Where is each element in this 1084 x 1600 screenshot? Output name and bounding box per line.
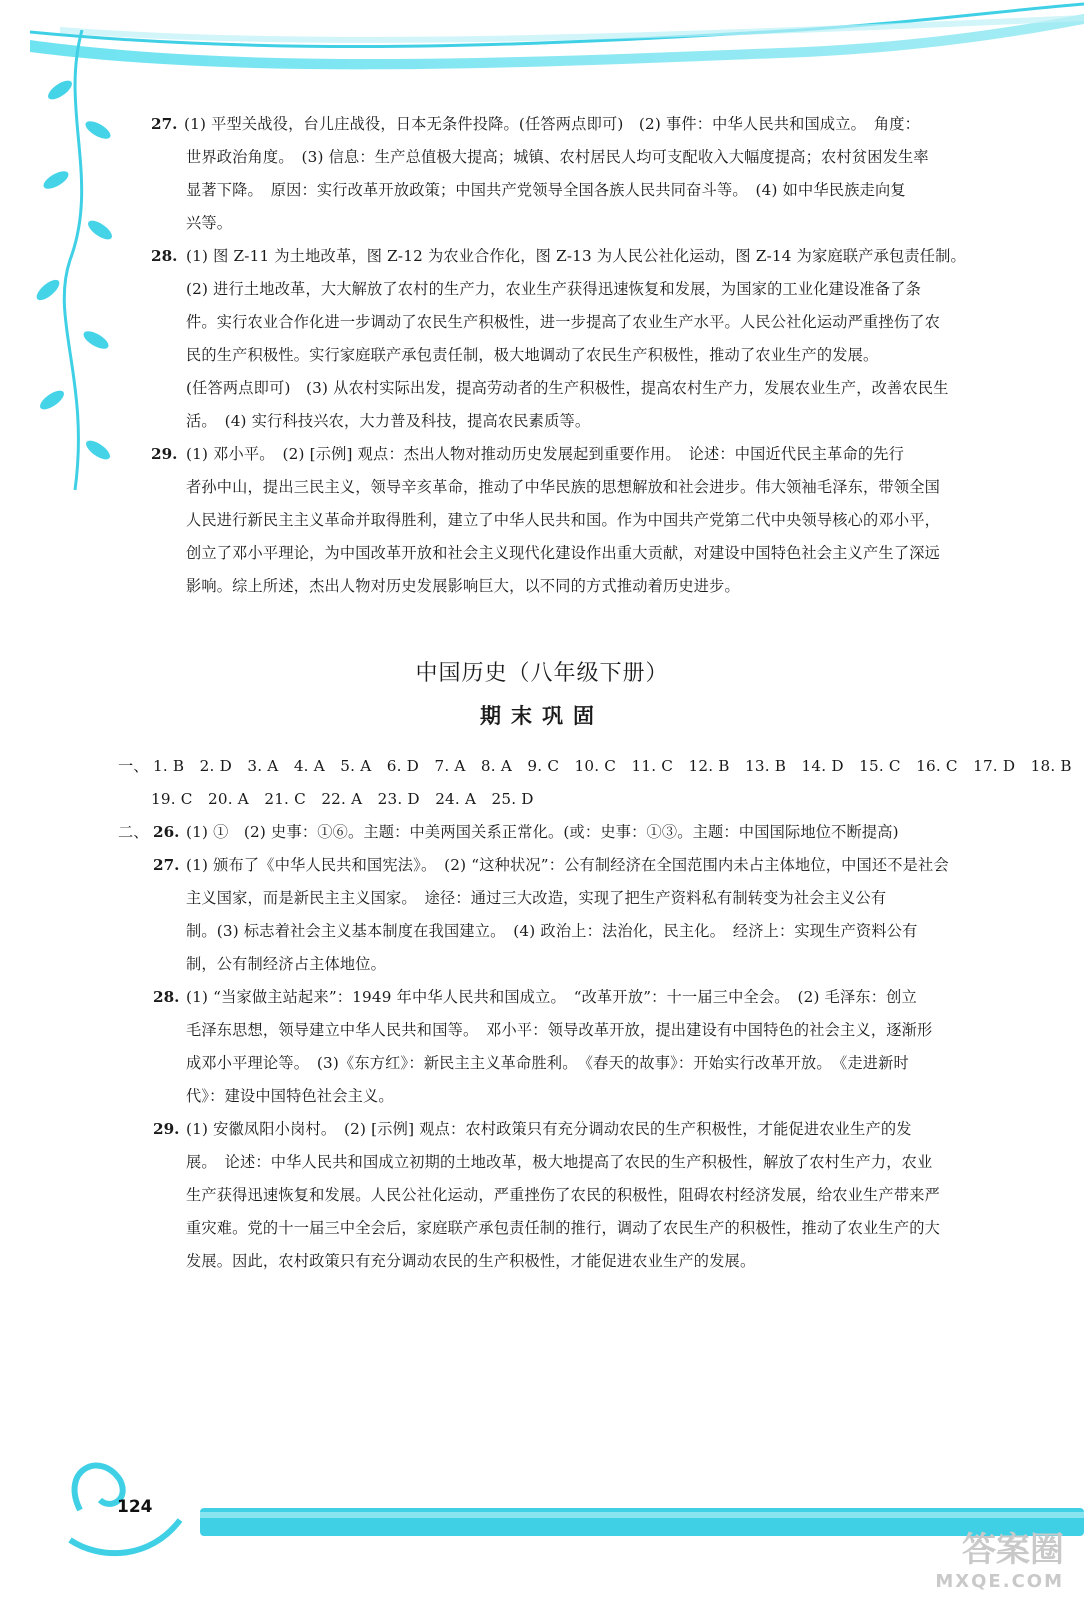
answer-27 bbox=[184, 108, 920, 141]
answer-line: 影响。综上所述，杰出人物对历史发展影响巨大，以不同的方式推动着历史进步。 bbox=[186, 577, 740, 595]
answer-line: 民的生产积极性。实行家庭联产承包责任制，极大地调动了农民生产积极性，推动了农业生产的发展。 bbox=[186, 346, 879, 364]
answer-line: (1) 图 Z-11 为土地改革，图 Z-12 为农业合作化，图 Z-13 为人民公社化运动，图 Z-14 为家庭联产承包责任制。 bbox=[186, 247, 966, 265]
answer-line: 主义国家，而是新民主主义国家。 途径：通过三大改造，实现了把生产资料私有制转变为社会主义公有 bbox=[186, 889, 887, 907]
answer-line: 兴等。 bbox=[186, 214, 233, 232]
answer-29b bbox=[186, 1113, 940, 1278]
answer-line: 活。 (4) 实行科技兴农，大力普及科技，提高农民素质等。 bbox=[186, 412, 591, 430]
answer-line: 世界政治角度。 (3) 信息：生产总值极大提高；城镇、农村居民人均可支配收入大幅度提高；农村贫困发生率 bbox=[186, 148, 929, 166]
answer-line: (1) ① (2) 史事：①⑥。主题：中美两国关系正常化。(或：史事：①③。主题：中国国际地位不断提高) bbox=[186, 823, 899, 841]
answer-27b bbox=[186, 849, 949, 981]
answer-line: 人民进行新民主主义革命并取得胜利，建立了中华人民共和国。作为中国共产党第二代中央领导核心的邓小平， bbox=[186, 511, 940, 529]
answer-line: 者孙中山，提出三民主义，领导辛亥革命，推动了中华民族的思想解放和社会进步。伟大领袖毛泽东，带领全国 bbox=[186, 478, 940, 496]
answer-line: 1. B 2. D 3. A 4. A 5. A 6. D 7. A 8. A 9. C 10. C 11. C 12. B 13. B 14. D 15. C 16. C 17. D 18. B bbox=[153, 757, 1072, 775]
answer-line: (1) 颁布了《中华人民共和国宪法》。 (2) “这种状况”：公有制经济在全国范围内未占主体地位，中国还不是社会 bbox=[186, 856, 949, 874]
section-subtitle: 期末巩固 bbox=[480, 703, 604, 728]
question-number-26: 26. bbox=[153, 823, 180, 841]
answer-line: (2) 进行土地改革，大大解放了农村的生产力，农业生产获得迅速恢复和发展，为国家的工业化建设准备了条 bbox=[186, 280, 921, 298]
vine-decoration bbox=[20, 30, 140, 500]
answer-line: (1) “当家做主站起来”：1949 年中华人民共和国成立。 “改革开放”：十一届三中全会。 (2) 毛泽东：创立 bbox=[186, 988, 917, 1006]
answer-line: 毛泽东思想，领导建立中华人民共和国等。 邓小平：领导改革开放，提出建设有中国特色的社会主义，逐渐形 bbox=[186, 1021, 933, 1039]
answer-29 bbox=[186, 438, 940, 603]
answer-line: (1) 安徽凤阳小岗村。 (2) [示例] 观点：农村政策只有充分调动农民的生产积极性，才能促进农业生产的发 bbox=[186, 1120, 912, 1138]
question-number-29: 29. bbox=[151, 445, 178, 463]
page-number: 124 bbox=[117, 1497, 153, 1517]
multiple-choice-answers bbox=[153, 750, 1072, 783]
watermark-logo-text: 答案圈 bbox=[962, 1530, 1064, 1570]
question-number-29b: 29. bbox=[153, 1120, 180, 1138]
watermark bbox=[935, 1522, 1064, 1592]
answer-line: 件。实行农业合作化进一步调动了农民生产积极性，进一步提高了农业生产水平。人民公社化运动严重挫伤了农 bbox=[186, 313, 940, 331]
answer-line: 展。 论述：中华人民共和国成立初期的土地改革，极大地提高了农民的生产积极性，解放了农村生产力，农业 bbox=[186, 1153, 933, 1171]
top-ribbon-decoration bbox=[0, 0, 1084, 80]
section-title: 中国历史（八年级下册） bbox=[415, 661, 669, 686]
answer-line: (1) 邓小平。 (2) [示例] 观点：杰出人物对推动历史发展起到重要作用。 论述：中国近代民主革命的先行 bbox=[186, 445, 905, 463]
watermark-url: MXQE.COM bbox=[935, 1571, 1064, 1592]
answer-line: 制。(3) 标志着社会主义基本制度在我国建立。 (4) 政治上：法治化，民主化。 经济上：实现生产资料公有 bbox=[186, 922, 918, 940]
answer-28 bbox=[186, 240, 966, 438]
answer-line: 生产获得迅速恢复和发展。人民公社化运动，严重挫伤了农民的积极性，阻碍农村经济发展，给农业生产带来严 bbox=[186, 1186, 940, 1204]
answer-line: (任答两点即可) (3) 从农村实际出发，提高劳动者的生产积极性，提高农村生产力，发展农业生产，改善农民生 bbox=[186, 379, 949, 397]
answer-line: 制，公有制经济占主体地位。 bbox=[186, 955, 387, 973]
question-number-28b: 28. bbox=[153, 988, 180, 1006]
answer-line: 成邓小平理论等。 (3)《东方红》：新民主主义革命胜利。 《春天的故事》：开始实行改革开放。 《走进新时 bbox=[186, 1054, 909, 1072]
answer-26 bbox=[186, 816, 899, 849]
answer-line: 发展。因此，农村政策只有充分调动农民的生产积极性，才能促进农业生产的发展。 bbox=[186, 1252, 756, 1270]
part-label-1: 一、 bbox=[118, 757, 149, 775]
bottom-band-decoration bbox=[0, 1450, 1084, 1570]
answer-line: 代》：建设中国特色社会主义。 bbox=[186, 1087, 394, 1105]
answer-line: 重灾难。党的十一届三中全会后，家庭联产承包责任制的推行，调动了农民生产的积极性，推动了农业生产的大 bbox=[186, 1219, 940, 1237]
answer-line: 19. C 20. A 21. C 22. A 23. D 24. A 25. D bbox=[151, 790, 534, 808]
answer-line: 显著下降。 原因：实行改革开放政策；中国共产党领导全国各族人民共同奋斗等。 (4) 如中华民族走向复 bbox=[186, 181, 906, 199]
question-number-27b: 27. bbox=[153, 856, 180, 874]
question-number-27: 27. bbox=[151, 115, 178, 133]
answer-line: (1) 平型关战役，台儿庄战役，日本无条件投降。(任答两点即可) (2) 事件：中华人民共和国成立。 角度： bbox=[184, 115, 920, 133]
answer-line: 创立了邓小平理论，为中国改革开放和社会主义现代化建设作出重大贡献，对建设中国特色社会主义产生了深远 bbox=[186, 544, 940, 562]
answer-27-cont bbox=[186, 141, 929, 240]
multiple-choice-answers-cont bbox=[151, 783, 534, 816]
question-number-28: 28. bbox=[151, 247, 178, 265]
part-label-2: 二、 bbox=[118, 823, 149, 841]
answer-28b bbox=[186, 981, 932, 1113]
